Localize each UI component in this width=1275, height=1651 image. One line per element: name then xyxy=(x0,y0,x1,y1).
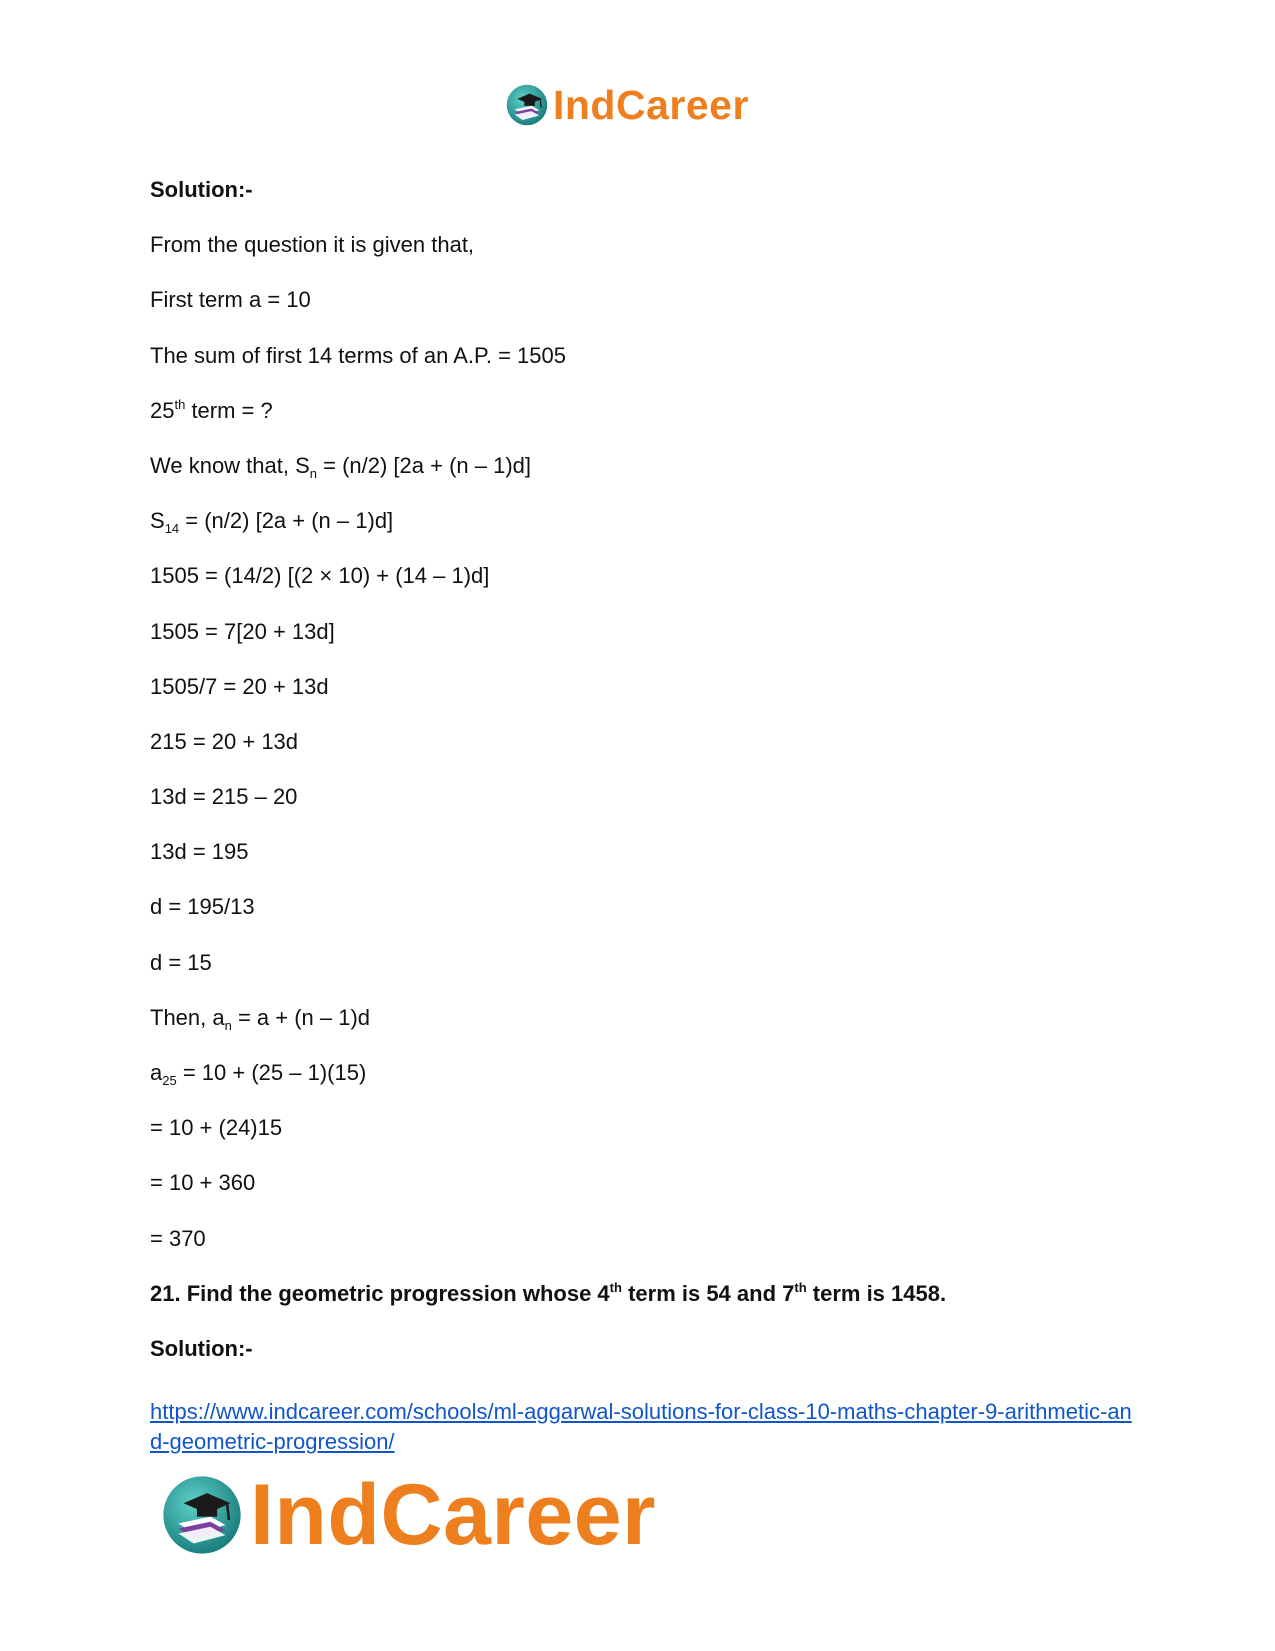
text-line-formula-sn xyxy=(150,452,1140,480)
text-line-solution-1 xyxy=(150,176,1140,204)
text-run: 13d = 195 xyxy=(150,839,249,865)
logo-wordmark: IndCareer xyxy=(250,1467,656,1563)
text-run: = 10 + 360 xyxy=(150,1170,256,1196)
text-run: = 10 + (24)15 xyxy=(150,1115,283,1141)
header-logo xyxy=(505,80,749,130)
text-line-step-3 xyxy=(150,673,1140,701)
superscript: th xyxy=(794,1279,807,1295)
footer-logo xyxy=(160,1467,656,1563)
text-run: Solution:- xyxy=(150,1335,253,1361)
text-run: 13d = 215 – 20 xyxy=(150,784,298,810)
text-run: 1505 = (14/2) [(2 × 10) + (14 – 1)d] xyxy=(150,563,490,589)
text-line-term-25 xyxy=(150,397,1140,425)
subscript: n xyxy=(224,1017,232,1033)
text-run: Solution:- xyxy=(150,177,253,202)
text-run: = a + (n – 1)d xyxy=(231,1004,371,1030)
solution-content xyxy=(150,176,1140,1390)
subscript: 25 xyxy=(162,1073,177,1088)
text-line-sum-14 xyxy=(150,342,1140,370)
source-link-text[interactable]: https://www.indcareer.com/schools/ml-aggarwal-solutions-for-class-10-maths-chapter-9-arithmetic-and-geometric-progression/ xyxy=(150,1399,1132,1454)
text-line-step-10 xyxy=(150,1169,1140,1197)
text-line-formula-an xyxy=(150,1004,1140,1032)
text-run: term is 1458. xyxy=(806,1280,947,1306)
text-run: From the question it is given that, xyxy=(150,232,475,258)
text-run: d = 15 xyxy=(150,949,212,975)
text-line-step-8 xyxy=(150,949,1140,977)
superscript: th xyxy=(609,1279,622,1295)
text-run: We know that, S xyxy=(150,452,310,478)
text-run: = 10 + (25 – 1)(15) xyxy=(176,1060,367,1085)
text-line-step-6 xyxy=(150,838,1140,866)
text-line-step-9 xyxy=(150,1114,1140,1142)
source-link[interactable] xyxy=(150,1397,1140,1457)
text-line-step-4 xyxy=(150,728,1140,756)
text-line-step-2 xyxy=(150,618,1140,646)
text-run: = (n/2) [2a + (n – 1)d] xyxy=(317,452,532,478)
text-line-step-5 xyxy=(150,783,1140,811)
text-line-given xyxy=(150,231,1140,259)
text-line-s14 xyxy=(150,507,1140,535)
text-line-a25 xyxy=(150,1059,1140,1087)
text-line-step-1 xyxy=(150,562,1140,590)
book-cap-icon xyxy=(160,1473,244,1557)
text-run: The sum of first 14 terms of an A.P. = 1505 xyxy=(150,342,566,368)
text-line-step-7 xyxy=(150,893,1140,921)
text-run: 25 xyxy=(150,397,175,423)
subscript: n xyxy=(309,465,318,481)
text-run: 215 = 20 + 13d xyxy=(150,728,299,754)
text-line-solution-2 xyxy=(150,1335,1140,1363)
text-run: 21. Find the geometric progression whose 4 xyxy=(150,1280,610,1306)
text-run: 1505/7 = 20 + 13d xyxy=(150,673,329,699)
logo-wordmark: IndCareer xyxy=(553,81,749,128)
text-run: Then, a xyxy=(150,1004,225,1030)
text-line-question-21 xyxy=(150,1280,1140,1308)
text-line-step-11 xyxy=(150,1225,1140,1253)
text-run: S xyxy=(150,508,165,534)
text-run: First term a = 10 xyxy=(150,287,311,313)
text-run: = (n/2) [2a + (n – 1)d] xyxy=(179,508,394,534)
text-run: term = ? xyxy=(185,397,273,423)
superscript: th xyxy=(174,396,186,412)
text-run: a xyxy=(150,1060,163,1085)
text-run: = 370 xyxy=(150,1225,206,1251)
text-run: 1505 = 7[20 + 13d] xyxy=(150,618,335,644)
book-cap-icon xyxy=(505,83,549,127)
text-run: term is 54 and 7 xyxy=(621,1280,795,1306)
subscript: 14 xyxy=(164,521,180,537)
text-run: d = 195/13 xyxy=(150,894,255,920)
text-line-first-term xyxy=(150,286,1140,314)
